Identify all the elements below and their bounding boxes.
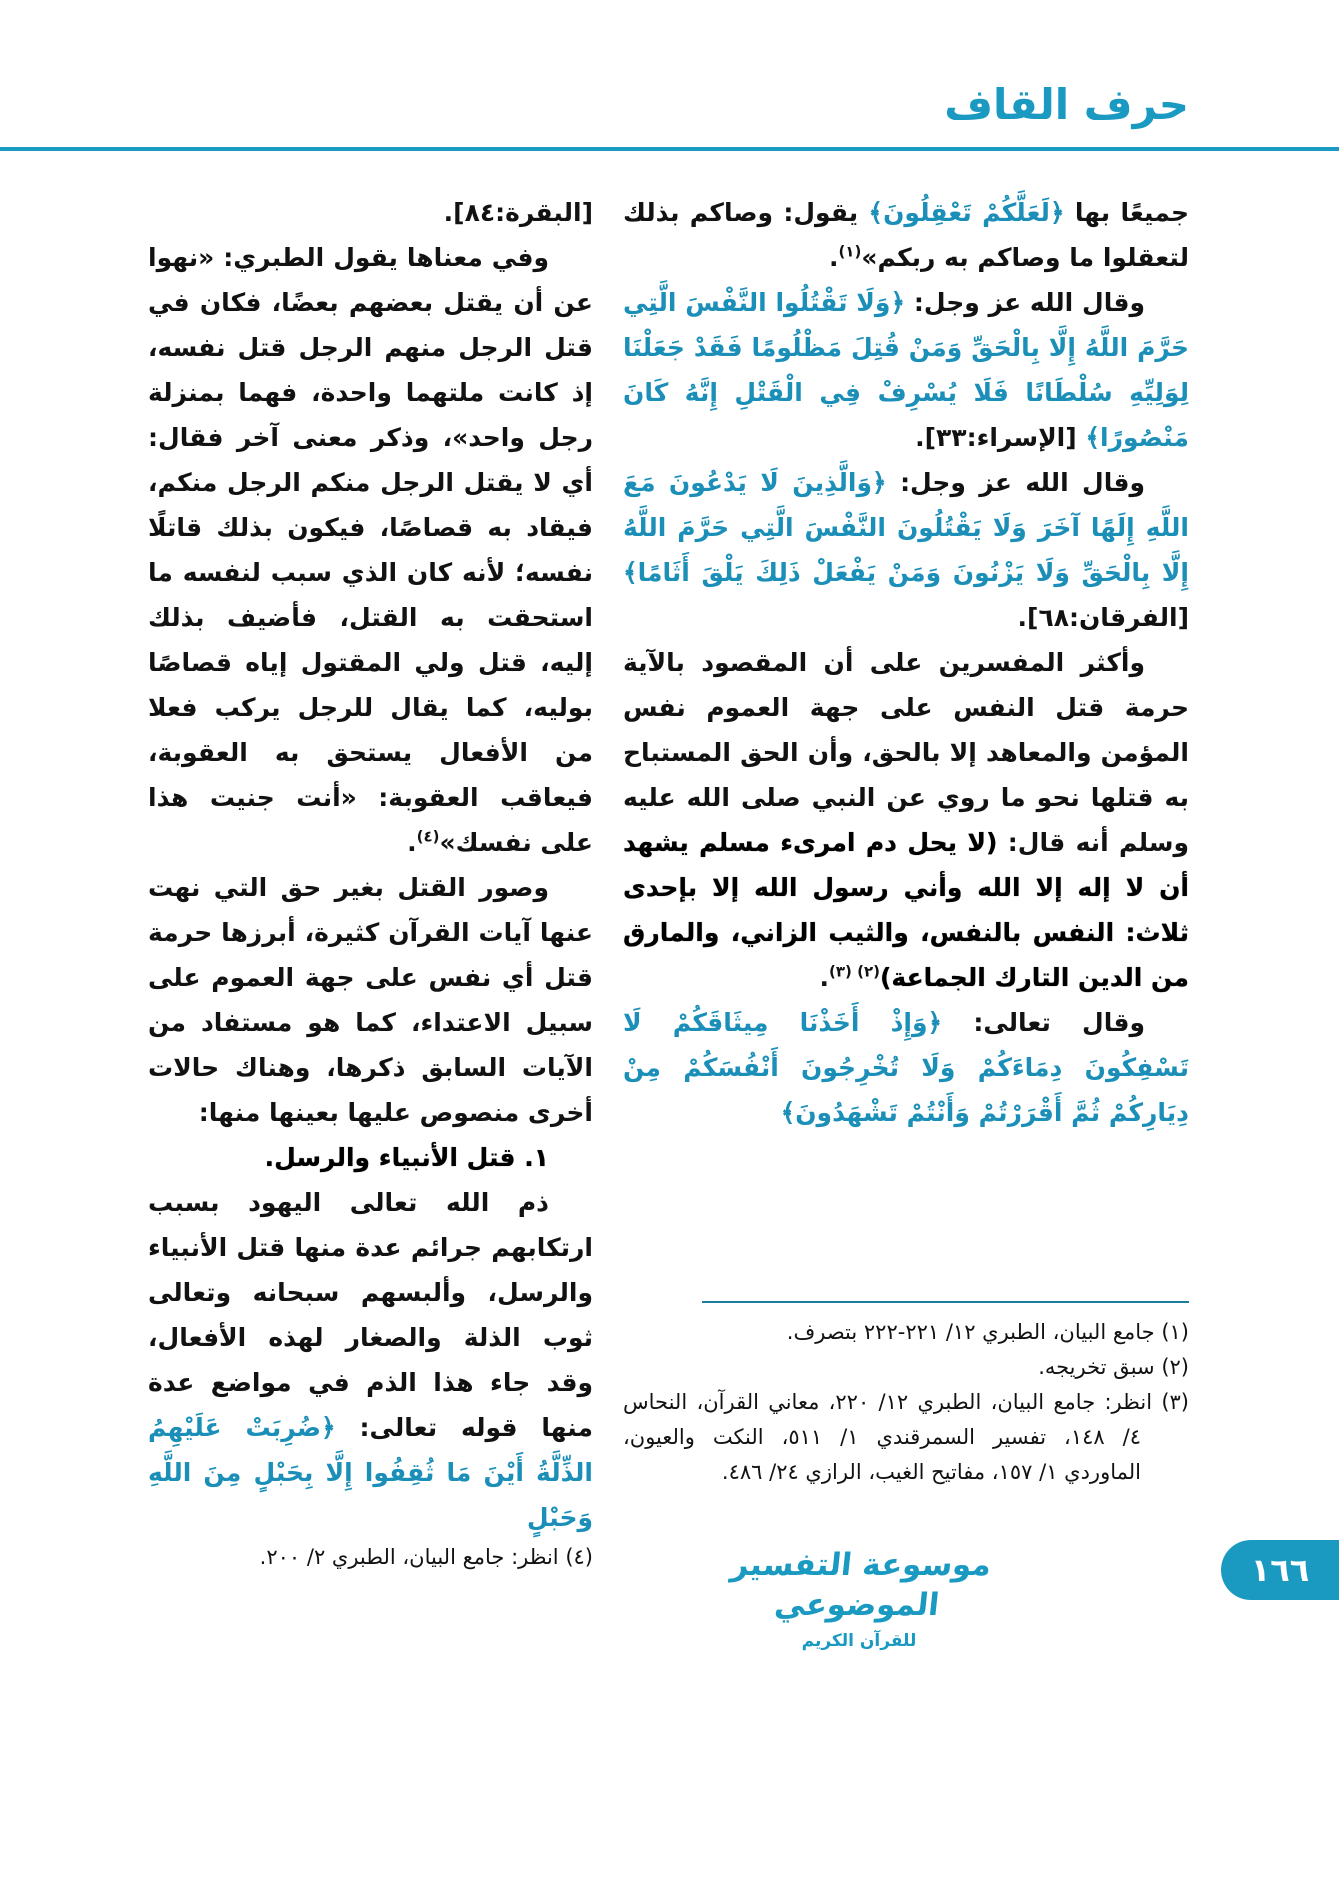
left-column bbox=[148, 190, 593, 1569]
footnote-marker: (١) bbox=[838, 242, 862, 261]
emphasized-text: ١. قتل الأنبياء والرسل. bbox=[264, 1143, 549, 1172]
body-text: انظر: جامع البيان، الطبري ١٢/ ٢٢٠، معاني القرآن، النحاس ٤/ ١٤٨، تفسير السمرقندي ١/ ٥١١، النكت والعيون، الماوردي ١/ ١٥٧، مفاتيح الغيب، الرازي ٢٤/ ٤٨٦. bbox=[623, 1390, 1153, 1484]
body-text: جميعًا بها bbox=[1064, 198, 1189, 227]
right-footnotes bbox=[623, 1315, 1189, 1490]
page-content bbox=[148, 190, 1189, 1569]
paragraph-verse-isra bbox=[623, 280, 1189, 460]
body-text: . bbox=[819, 963, 830, 992]
right-column bbox=[623, 190, 1189, 1490]
verse-reference: [الفرقان:٦٨]. bbox=[1017, 603, 1189, 632]
left-column-text bbox=[148, 190, 593, 1540]
body-text: سبق تخريجه. bbox=[1038, 1355, 1155, 1379]
logo-title-text: موسوعة التفسير الموضوعي bbox=[729, 1547, 994, 1623]
paragraph-jews-condemnation bbox=[148, 1180, 593, 1540]
right-footnote-block bbox=[623, 1287, 1189, 1490]
quran-verse-text: ﴿وَإِذْ أَخَذْنَا مِيثَاقَكُمْ لَا تَسْفِكُونَ دِمَاءَكُمْ وَلَا تُخْرِجُونَ أَنْفُسَكُمْ مِنْ دِيَارِكُمْ ثُمَّ أَقْرَرْتُمْ وَأَنْتُمْ تَشْهَدُونَ﴾ bbox=[623, 1008, 1189, 1127]
body-text: انظر: جامع البيان، الطبري ٢/ ٢٠٠. bbox=[259, 1545, 559, 1569]
paragraph-continuation bbox=[623, 190, 1189, 280]
subheading-killing-prophets bbox=[148, 1135, 593, 1180]
verse-reference: [البقرة:٨٤]. bbox=[443, 198, 593, 227]
body-text: . bbox=[828, 243, 839, 272]
left-footnotes bbox=[148, 1540, 593, 1575]
body-text: وقال تعالى: bbox=[942, 1008, 1145, 1037]
body-text: يقول: وصاكم بذلك لتعقلوا ما وصاكم به ربكم» bbox=[623, 198, 1189, 272]
paragraph-commentary-hadith bbox=[623, 640, 1189, 1000]
quran-verse-text: ﴿وَلَا تَقْتُلُوا النَّفْسَ الَّتِي حَرَّمَ اللَّهُ إِلَّا بِالْحَقِّ وَمَنْ قُتِلَ مَظْلُومًا فَقَدْ جَعَلْنَا لِوَلِيِّهِ سُلْطَانًا فَلَا يُسْرِفْ فِي الْقَتْلِ إِنَّهُ كَانَ مَنْصُورًا﴾ bbox=[623, 288, 1189, 452]
paragraph-tabari-quote bbox=[148, 235, 593, 865]
verse-reference-line bbox=[148, 190, 593, 235]
footnote-1 bbox=[623, 1315, 1189, 1350]
quran-verse-text: ﴿لَعَلَّكُمْ تَعْقِلُونَ﴾ bbox=[868, 198, 1065, 227]
footnote-number: (٤) bbox=[558, 1545, 593, 1569]
footnote-divider bbox=[702, 1301, 1189, 1303]
footnote-marker: (٤) bbox=[416, 827, 440, 846]
footnote-marker: (٢) (٣) bbox=[829, 962, 880, 981]
publisher-logo bbox=[724, 1545, 994, 1651]
body-text: جامع البيان، الطبري ١٢/ ٢٢١-٢٢٢ بتصرف. bbox=[786, 1320, 1155, 1344]
paragraph-forms-of-killing bbox=[148, 865, 593, 1135]
quran-verse-text: ﴿وَالَّذِينَ لَا يَدْعُونَ مَعَ اللَّهِ إِلَهًا آخَرَ وَلَا يَقْتُلُونَ النَّفْسَ الَّتِي حَرَّمَ اللَّهُ إِلَّا بِالْحَقِّ وَلَا يَزْنُونَ وَمَنْ يَفْعَلْ ذَلِكَ يَلْقَ أَثَامًا﴾ bbox=[623, 468, 1189, 587]
verse-reference: [الإسراء:٣٣]. bbox=[915, 423, 1086, 452]
body-text: وصور القتل بغير حق التي نهت عنها آيات القرآن كثيرة، أبرزها حرمة قتل أي نفس على جهة العموم على سبيل الاعتداء، كما هو مستفاد من الآيات السابق ذكرها، وهناك حالات أخرى منصوص عليها بعينها منها: bbox=[148, 873, 593, 1127]
emphasized-text: (لا يحل دم امرىء مسلم يشهد أن لا إله إلا الله وأني رسول الله إلا بإحدى ثلاث: النفس بالنفس، والثيب الزاني، والمارق من الدين التارك الجماعة) bbox=[623, 828, 1189, 992]
page-number-plate bbox=[1221, 1540, 1339, 1600]
footnote-4 bbox=[148, 1540, 593, 1575]
right-column-text bbox=[623, 190, 1189, 1135]
paragraph-verse-baqarah bbox=[623, 1000, 1189, 1135]
quran-verse-text: ﴿ضُرِبَتْ عَلَيْهِمُ الذِّلَّةُ أَيْنَ مَا ثُقِفُوا إِلَّا بِحَبْلٍ مِنَ اللَّهِ وَحَبْلٍ bbox=[148, 1413, 593, 1532]
body-text: وقال الله عز وجل: bbox=[886, 468, 1145, 497]
body-text: وأكثر المفسرين على أن المقصود بالآية حرمة قتل النفس على جهة العموم نفس المؤمن والمعاهد إلا بالحق، وأن الحق المستباح به قتلها نحو ما روي عن النبي صلى الله عليه وسلم أنه قال: bbox=[623, 648, 1189, 857]
section-title: حرف القاف bbox=[944, 80, 1189, 129]
footnote-number: (٣) bbox=[1152, 1390, 1189, 1414]
left-footnote-block bbox=[148, 1540, 593, 1575]
footnote-number: (٢) bbox=[1154, 1355, 1189, 1379]
page-number: ١٦٦ bbox=[1250, 1551, 1310, 1589]
footnote-3 bbox=[623, 1385, 1189, 1490]
header-divider bbox=[0, 147, 1339, 151]
footnote-number: (١) bbox=[1154, 1320, 1189, 1344]
paragraph-verse-furqan bbox=[623, 460, 1189, 640]
body-text: وفي معناها يقول الطبري: «نهوا عن أن يقتل بعضهم بعضًا، فكان في قتل الرجل منهم الرجل قتل نفسه، إذ كانت ملتهما واحدة، فهما بمنزلة رجل واحد»، وذكر معنى آخر فقال: أي لا يقتل الرجل منكم الرجل منكم، فيقاد به قصاصًا، فيكون بذلك قاتلًا نفسه؛ لأنه كان الذي سبب لنفسه ما استحقت به القتل، فأضيف بذلك إليه، قتل ولي المقتول إياه قصاصًا بوليه، كما يقال للرجل يركب فعلا من الأفعال يستحق به العقوبة، فيعاقب العقوبة: «أنت جنيت هذا على نفسك» bbox=[148, 243, 593, 857]
body-text: ذم الله تعالى اليهود بسبب ارتكابهم جرائم عدة منها قتل الأنبياء والرسل، وألبسهم سبحانه وتعالى ثوب الذلة والصغار لهذه الأفعال، وقد جاء هذا الذم في مواضع عدة منها قوله تعالى: bbox=[148, 1188, 593, 1442]
logo-subtitle-text: للقرآن الكريم bbox=[801, 1631, 917, 1651]
footnote-2 bbox=[623, 1350, 1189, 1385]
body-text: وقال الله عز وجل: bbox=[905, 288, 1146, 317]
body-text: . bbox=[407, 828, 417, 857]
